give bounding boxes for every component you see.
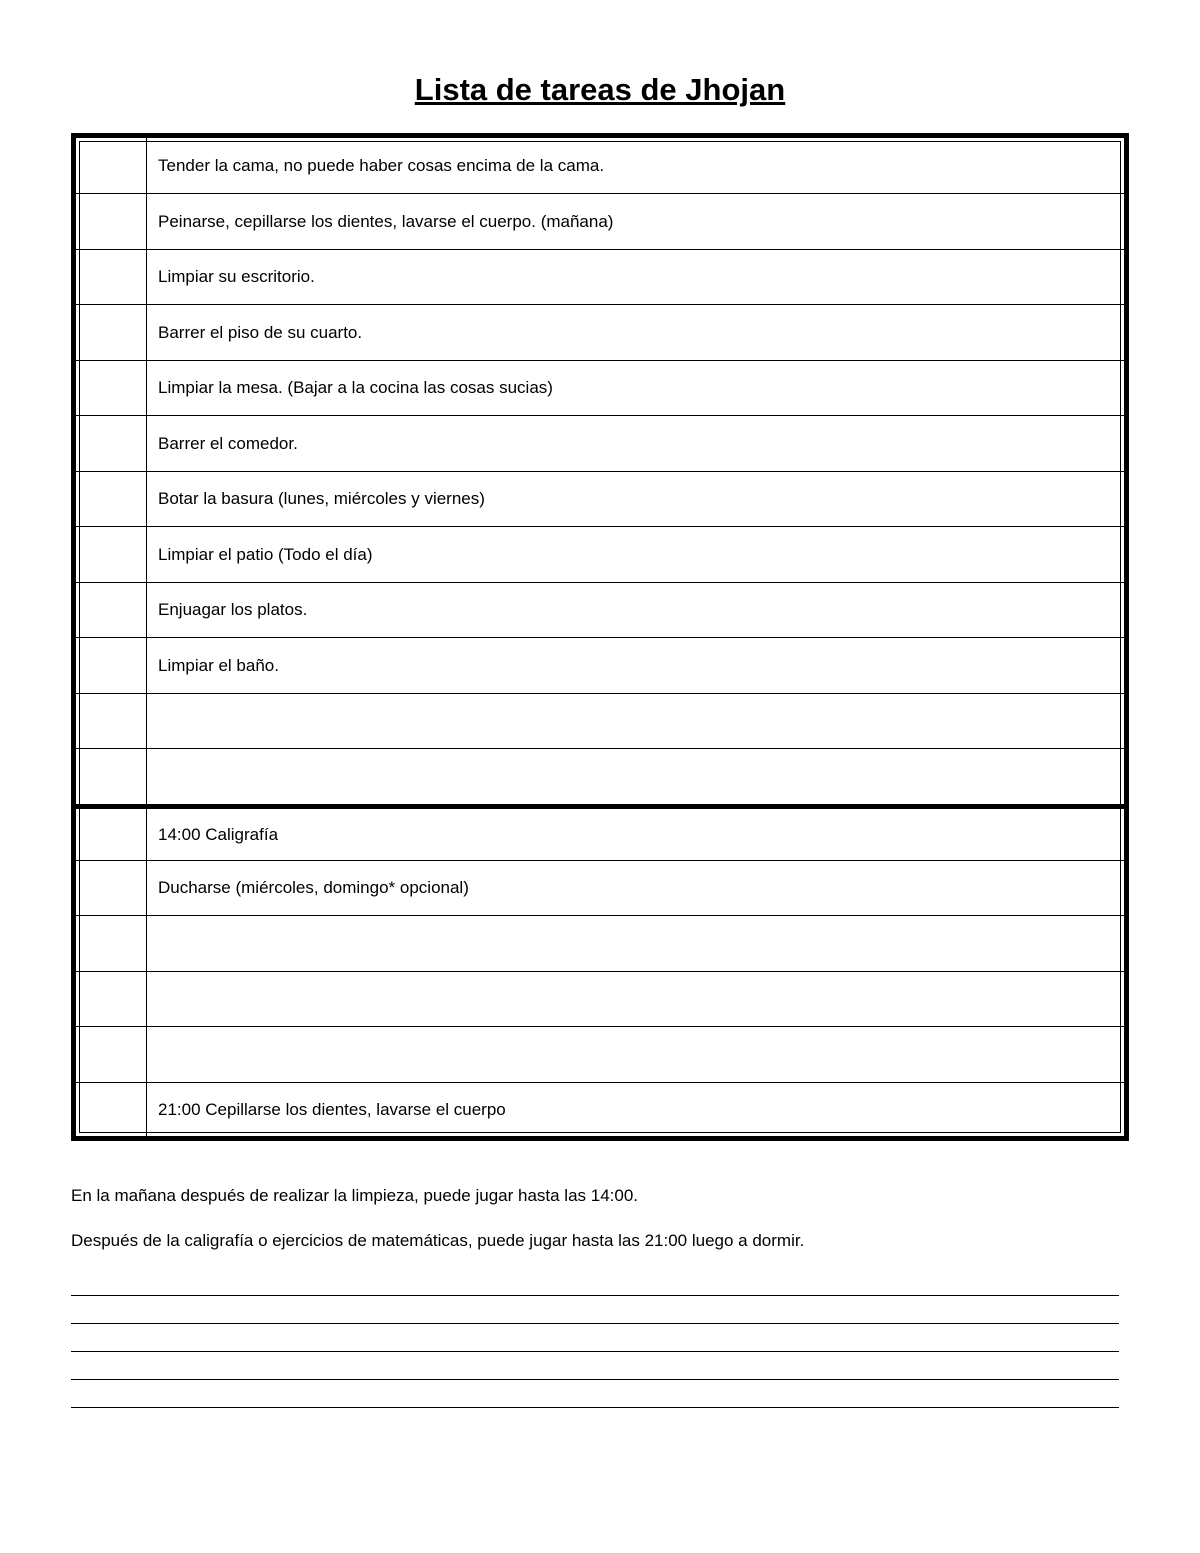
task-text: Barrer el comedor. [158,433,298,453]
table-row [76,915,1124,971]
table-row [76,804,1124,860]
table-row [76,693,1124,748]
task-text: Botar la basura (lunes, miércoles y viernes) [158,489,485,508]
note-afternoon: Después de la caligrafía o ejercicios de matemáticas, puede jugar hasta las 21:00 luego a dormir. [71,1231,805,1250]
check-cell[interactable] [76,1027,147,1082]
check-cell[interactable] [76,472,147,526]
check-cell[interactable] [76,194,147,249]
task-text: Limpiar el patio (Todo el día) [158,544,373,564]
task-text: Enjuagar los platos. [158,600,308,619]
check-cell[interactable] [76,138,147,193]
check-cell[interactable] [76,416,147,471]
check-cell[interactable] [76,527,147,582]
check-cell[interactable] [76,972,147,1026]
check-cell[interactable] [76,861,147,915]
check-cell[interactable] [76,361,147,415]
check-cell[interactable] [76,916,147,971]
table-row [76,304,1124,360]
table-row [76,637,1124,693]
check-cell[interactable] [76,305,147,360]
task-text: Limpiar la mesa. (Bajar a la cocina las cosas sucias) [158,378,553,397]
check-cell[interactable] [76,250,147,304]
note-morning: En la mañana después de realizar la limpieza, puede jugar hasta las 14:00. [71,1186,639,1205]
task-text: 21:00 Cepillarse los dientes, lavarse el cuerpo [158,1099,506,1119]
task-text: Peinarse, cepillarse los dientes, lavarse el cuerpo. (mañana) [158,211,614,231]
table-row [76,415,1124,471]
writing-line[interactable] [71,1295,1119,1296]
task-text: 14:00 Caligrafía [158,824,279,844]
task-table [71,133,1129,1141]
check-cell[interactable] [76,694,147,748]
table-row [76,1082,1124,1136]
table-row [76,193,1124,249]
writing-line[interactable] [71,1379,1119,1380]
check-cell[interactable] [76,749,147,804]
table-row [76,249,1124,304]
table-row [76,748,1124,804]
writing-line[interactable] [71,1323,1119,1324]
task-text: Limpiar su escritorio. [158,267,315,286]
task-text: Limpiar el baño. [158,655,279,675]
page-title: Lista de tareas de Jhojan [414,72,786,107]
writing-line[interactable] [71,1351,1119,1352]
table-row [76,138,1124,193]
table-row [76,582,1124,637]
check-cell[interactable] [76,1083,147,1136]
table-row [76,526,1124,582]
table-row [76,971,1124,1026]
table-row [76,860,1124,915]
task-text: Barrer el piso de su cuarto. [158,322,363,342]
writing-line[interactable] [71,1407,1119,1408]
task-text: Ducharse (miércoles, domingo* opcional) [158,878,469,897]
check-cell[interactable] [76,809,147,860]
check-cell[interactable] [76,583,147,637]
table-row [76,471,1124,526]
table-row [76,360,1124,415]
table-row [76,1026,1124,1082]
check-cell[interactable] [76,638,147,693]
task-text: Tender la cama, no puede haber cosas encima de la cama. [158,155,605,175]
